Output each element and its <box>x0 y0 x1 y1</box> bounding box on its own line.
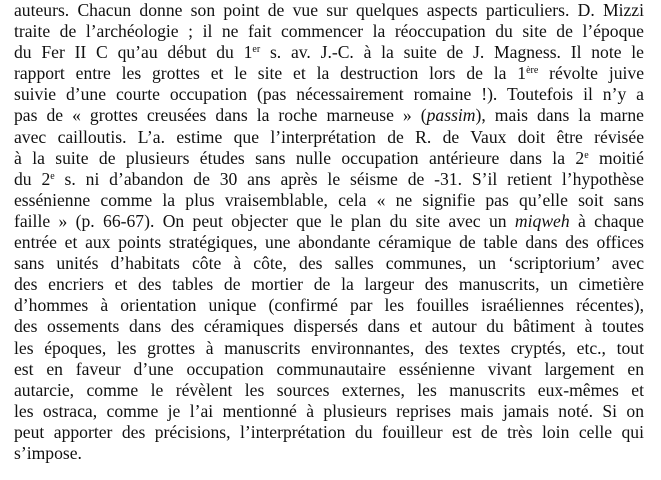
text-line <box>14 105 644 126</box>
text-line <box>14 190 644 211</box>
text-run: est en faveur d’une occupation communautaire essénienne vivant largement en <box>14 358 644 379</box>
text-line <box>14 148 644 169</box>
text-line <box>14 63 644 84</box>
text-run: ), mais dans la marne <box>475 105 644 126</box>
text-line <box>14 21 644 42</box>
text-run: s. av. J.-C. à la suite de J. Magness. Il note le <box>260 42 644 63</box>
text-line <box>14 422 644 443</box>
text-line <box>14 338 644 359</box>
text-line <box>14 274 644 295</box>
text-run: des ossements dans des céramiques dispersés dans et autour du bâtiment à toutes <box>14 316 644 337</box>
text-run: traite de l’archéologie ; il ne fait commencer la réoccupation du site de l’époque <box>14 21 644 42</box>
document-body <box>14 0 644 464</box>
text-run: pas de « grottes creusées dans la roche marneuse » ( <box>14 105 427 126</box>
text-line <box>14 359 644 380</box>
text-line <box>14 42 644 63</box>
superscript: er <box>252 44 261 56</box>
text-line <box>14 401 644 422</box>
text-run: peut apporter des précisions, l’interprétation du fouilleur est de très loin celle qui <box>14 421 644 442</box>
text-run: les époques, les grottes à manuscrits environnantes, des textes cryptés, etc., tout <box>14 337 644 358</box>
text-line <box>14 0 644 21</box>
text-run: à la suite de plusieurs études sans nulle occupation antérieure dans la 2 <box>14 147 585 168</box>
text-line <box>14 316 644 337</box>
text-line <box>14 84 644 105</box>
italic-text: passim <box>426 105 476 126</box>
text-run: du Fer II C qu’au début du 1 <box>14 42 253 63</box>
text-line <box>14 127 644 148</box>
text-run: des encriers et des tables de mortier de la largeur des manuscrits, un cimetière <box>14 274 644 295</box>
text-line <box>14 169 644 190</box>
italic-text: miqweh <box>514 210 570 231</box>
text-run: autarcie, comme le révèlent les sources externes, les manuscrits eux-mêmes et <box>14 379 644 400</box>
text-line <box>14 443 644 464</box>
text-run: les ostraca, comme je l’ai mentionné à plusieurs reprises mais jamais noté. Si on <box>14 400 644 421</box>
text-line <box>14 232 644 253</box>
text-run: d’hommes à orientation unique (confirmé par les fouilles israéliennes récentes), <box>14 295 644 316</box>
text-run: auteurs. Chacun donne son point de vue sur quelques aspects particuliers. D. Mizzi <box>14 0 644 20</box>
text-run: moitié <box>588 147 644 168</box>
text-run: rapport entre les grottes et le site et la destruction lors de la 1 <box>14 63 527 84</box>
text-run: sans unités d’habitats côte à côte, des salles communes, un ‘scriptorium’ avec <box>14 253 644 274</box>
text-run: révolte juive <box>538 63 644 84</box>
text-run: du 2 <box>14 168 51 189</box>
text-run: entrée et aux points stratégiques, une abondante céramique de table dans des offices <box>14 232 644 253</box>
text-run: s. ni d’abandon de 30 ans après le séisme de -31. S’il retient l’hypothèse <box>54 168 644 189</box>
text-run: à chaque <box>569 210 644 231</box>
text-run: s’impose. <box>14 442 82 463</box>
superscript: e <box>584 149 589 161</box>
text-line <box>14 295 644 316</box>
text-line <box>14 211 644 232</box>
text-run: suivie d’une courte occupation (pas nécessairement romaine !). Toutefois il n’y a <box>14 84 644 105</box>
text-run: faille » (p. 66-67). On peut objecter que le plan du site avec un <box>14 210 515 231</box>
superscript: ère <box>526 65 539 77</box>
superscript: e <box>50 170 55 182</box>
text-line <box>14 253 644 274</box>
text-run: avec cailloutis. L’a. estime que l’interprétation de R. de Vaux doit être révisée <box>14 126 644 147</box>
text-run: essénienne comme la plus vraisemblable, cela « ne signifie pas qu’elle soit sans <box>14 189 644 210</box>
text-line <box>14 380 644 401</box>
